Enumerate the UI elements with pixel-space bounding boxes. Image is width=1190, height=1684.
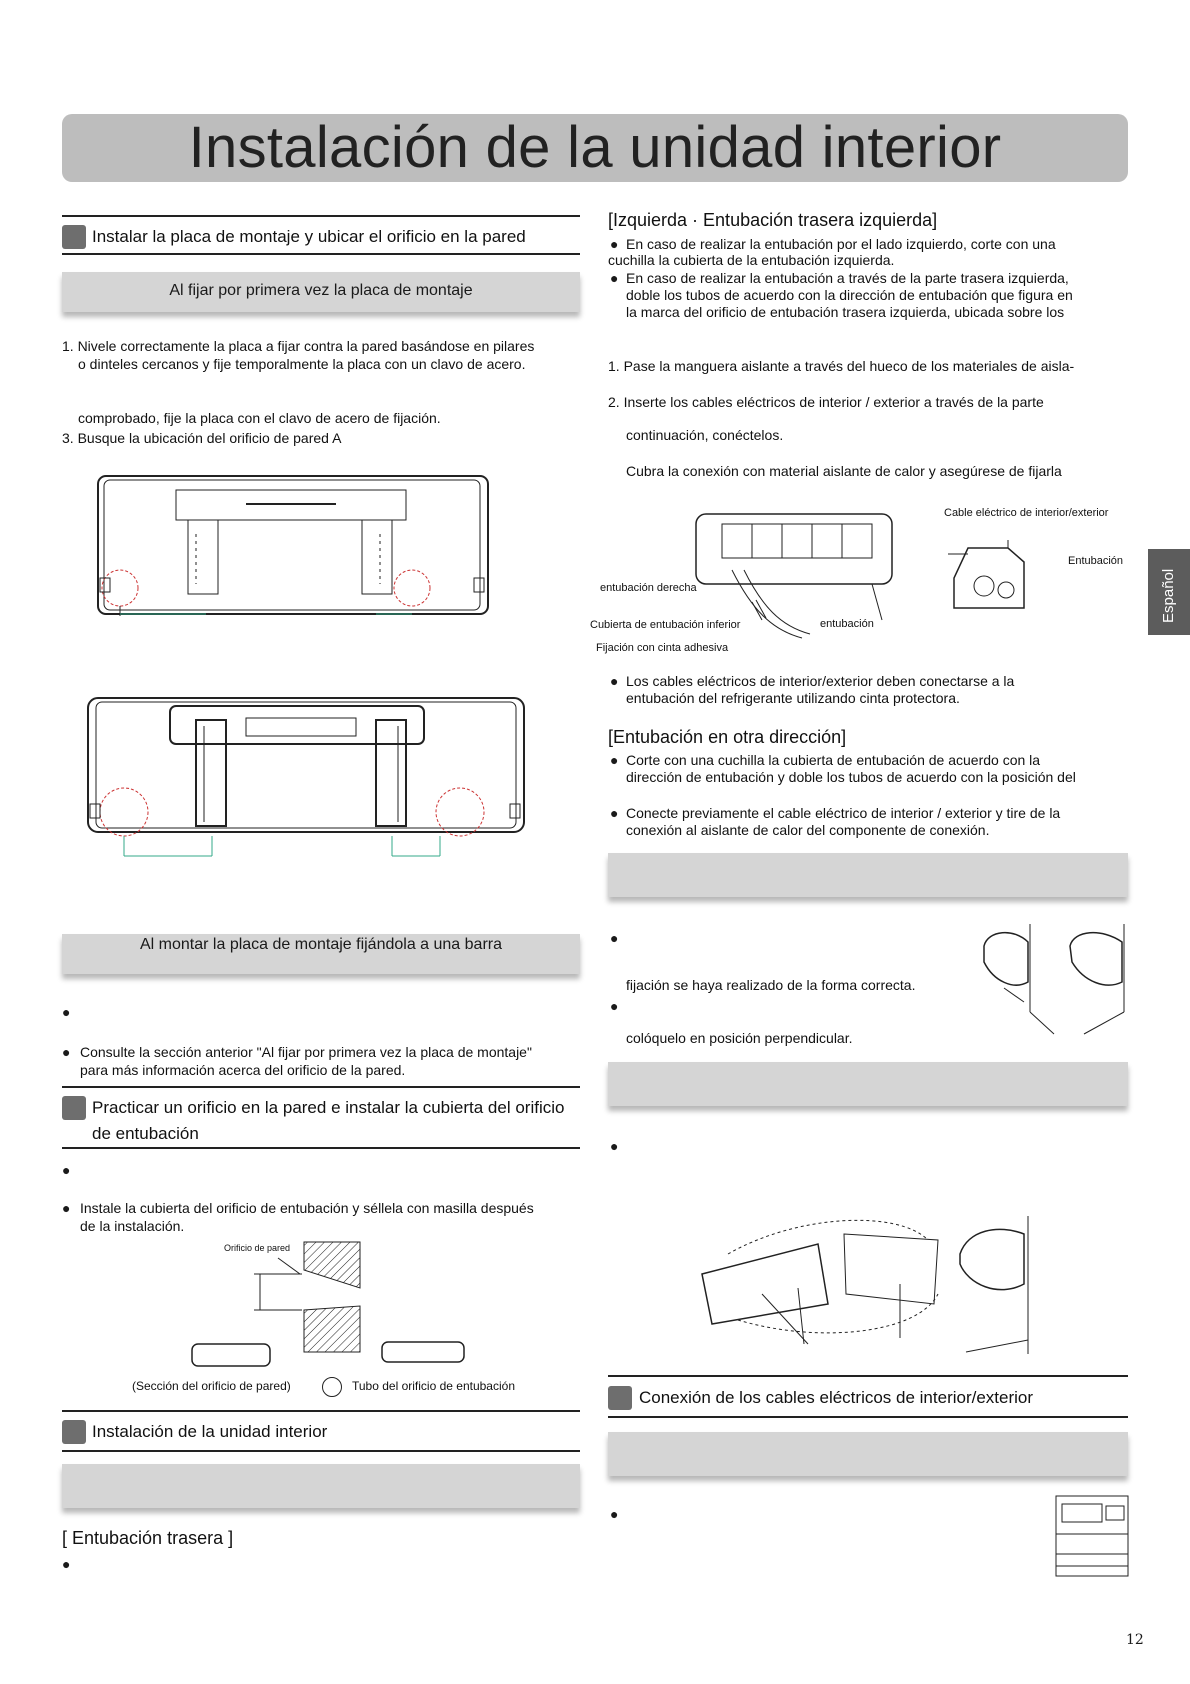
divider [62, 215, 580, 217]
label-orificio: Orificio de pared [224, 1243, 291, 1253]
r-bullet5-line1: Conecte previamente el cable eléctrico de interior / exterior y tire de la [626, 805, 1061, 821]
r-bullet1-line1: En caso de realizar la entubación por el lado izquierdo, corte con una [626, 236, 1056, 252]
section-marker [62, 225, 86, 249]
bullet: ● [62, 1200, 71, 1216]
bullet: ● [610, 270, 619, 286]
r-perp-line: colóquelo en posición perpendicular. [626, 1030, 853, 1046]
lbl-entubacion: entubación [820, 618, 874, 630]
r-bullet2-line2: doble los tubos de acuerdo con la dirección de entubación que figura en [626, 287, 1073, 303]
r-bullet1-line2: cuchilla la cubierta de la entubación izquierda. [608, 252, 895, 268]
r-bullet3-line1: Los cables eléctricos de interior/exterior deben conectarse a la [626, 673, 1015, 689]
lbl-derecha: entubación derecha [600, 582, 697, 594]
circle-marker [322, 1377, 342, 1397]
wall-hook-diagram [974, 922, 1134, 1038]
r-section-heading: Conexión de los cables eléctricos de interior/exterior [639, 1388, 1034, 1407]
subheading-bar [608, 1062, 1128, 1106]
bullet: ● [62, 1162, 71, 1178]
label-seccion: (Sección del orificio de pared) [132, 1379, 291, 1393]
label-tubo: Tubo del orificio de entubación [352, 1379, 515, 1393]
r-bullet2-line3: la marca del orificio de entubación trasera izquierda, ubicada sobre los [626, 304, 1065, 320]
sub-heading-otra: [Entubación en otra dirección] [608, 727, 847, 747]
bullet: ● [62, 1004, 71, 1020]
bullet-install-line1: Instale la cubierta del orificio de entubación y séllela con masilla después [80, 1200, 534, 1216]
bullet: ● [610, 805, 619, 821]
bar1-text: Al fijar por primera vez la placa de montaje [169, 282, 473, 299]
section2-heading-line1: Practicar un orificio en la pared e instalar la cubierta del orificio [92, 1098, 565, 1117]
subheading-bar [608, 1432, 1128, 1476]
subheading-bar [62, 1464, 580, 1508]
bullet-install-line2: de la instalación. [80, 1218, 185, 1234]
lbl-cubierta: Cubierta de entubación inferior [590, 619, 741, 631]
section2-heading-line2: de entubación [92, 1124, 199, 1143]
r-bullet4-line2: dirección de entubación y doble los tubos de acuerdo con la posición del [626, 769, 1076, 785]
section-marker [62, 1420, 86, 1444]
section-marker [608, 1386, 632, 1410]
lbl-entubacion-r: Entubación [1068, 555, 1124, 567]
divider [62, 1147, 580, 1149]
r-step1: 1. Pase la manguera aislante a través del hueco de los materiales de aisla- [608, 358, 1075, 374]
bullet: ● [610, 1138, 619, 1154]
divider [62, 1410, 580, 1412]
language-tab-label: Español [1160, 568, 1177, 623]
step1-line1: 1. Nivele correctamente la placa a fijar contra la pared basándose en pilares [62, 338, 535, 354]
subheading-bar [62, 934, 580, 974]
mounting-plate-diagram-2 [86, 696, 530, 868]
lbl-cable: Cable eléctrico de interior/exterior [944, 507, 1109, 519]
bullet: ● [610, 752, 619, 768]
r-bullet5-line2: conexión al aislante de calor del componente de conexión. [626, 822, 990, 838]
page-number: 12 [1126, 1632, 1144, 1648]
wall-hole-diagram [182, 1240, 472, 1380]
divider [62, 1086, 580, 1088]
bullet: ● [610, 673, 619, 689]
bullet: ● [62, 1044, 71, 1060]
bullet: ● [62, 1556, 71, 1572]
page-title: Instalación de la unidad interior [188, 115, 1002, 180]
bullet-consult-line2: para más información acerca del orificio de la pared. [80, 1062, 406, 1078]
divider [608, 1375, 1128, 1377]
r-step2b: continuación, conéctelos. [626, 427, 784, 443]
bar2-text: Al montar la placa de montaje fijándola a una barra [140, 936, 502, 953]
language-tab [1148, 549, 1190, 635]
sub-heading-trasera: [ Entubación trasera ] [62, 1528, 234, 1548]
divider [62, 1450, 580, 1452]
bullet: ● [610, 930, 619, 946]
step1-line2: o dinteles cercanos y fije temporalmente la placa con un clavo de acero. [78, 356, 526, 372]
bullet: ● [610, 236, 619, 252]
section3-heading: Instalación de la unidad interior [92, 1422, 328, 1441]
r-bullet2-line1: En caso de realizar la entubación a través de la parte trasera izquierda, [626, 270, 1069, 286]
section-marker [62, 1096, 86, 1120]
subheading-bar [62, 272, 580, 312]
r-step2c: Cubra la conexión con material aislante de calor y asegúrese de fijarla [626, 463, 1062, 479]
divider [608, 1416, 1128, 1418]
unit-hanging-diagram [698, 1214, 1040, 1356]
r-bullet4-line1: Corte con una cuchilla la cubierta de entubación de acuerdo con la [626, 752, 1041, 768]
bullet: ● [610, 998, 619, 1014]
title-bar [62, 114, 1128, 182]
section1-heading: Instalar la placa de montaje y ubicar el orificio en la pared [92, 227, 526, 246]
bullet: ● [610, 1506, 619, 1522]
bullet-consult-line1: Consulte la sección anterior "Al fijar por primera vez la placa de montaje" [80, 1044, 532, 1060]
subheading-bar [608, 853, 1128, 897]
step3-line: 3. Busque la ubicación del orificio de pared A [62, 430, 342, 446]
r-step2: 2. Inserte los cables eléctricos de interior / exterior a través de la parte [608, 394, 1044, 410]
divider [62, 253, 580, 255]
piping-detail-diagram [948, 538, 1042, 622]
r-fix-line: fijación se haya realizado de la forma correcta. [626, 977, 916, 993]
terminal-board-diagram [1054, 1494, 1130, 1578]
sub-heading-izquierda: [Izquierda · Entubación trasera izquierda] [608, 210, 938, 230]
step2-line: comprobado, fije la placa con el clavo de acero de fijación. [78, 410, 441, 426]
lbl-fijacion: Fijación con cinta adhesiva [596, 642, 729, 654]
mounting-plate-diagram-1 [96, 474, 496, 624]
r-bullet3-line2: entubación del refrigerante utilizando cinta protectora. [626, 690, 960, 706]
